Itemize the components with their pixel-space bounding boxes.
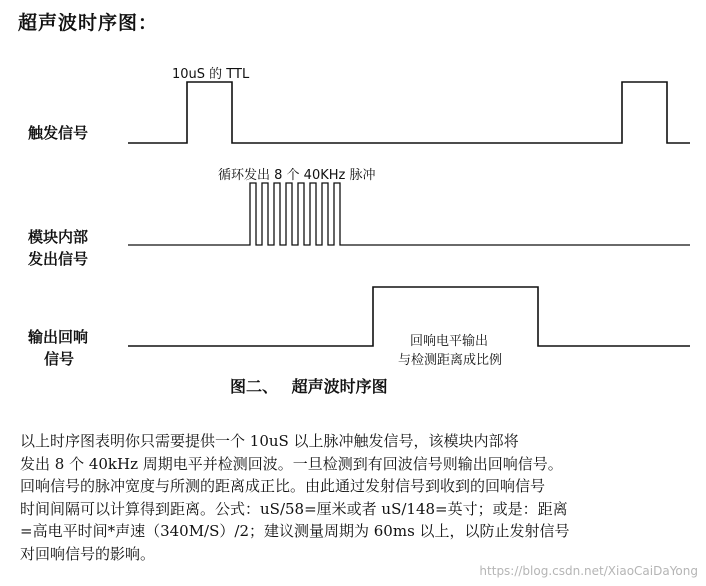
paragraph-line: 发出 8 个 40kHz 周期电平并检测回波。一旦检测到有回波信号则输出回响信号。 [20, 454, 563, 473]
trigger-label-line: 触发信号 [28, 124, 89, 142]
figure-caption: 图二、 超声波时序图 [230, 377, 388, 396]
module-label-line: 模块内部 [28, 228, 89, 246]
echo-label-line: 信号 [44, 350, 75, 368]
echo-annotation-line-1: 回响电平输出 [410, 334, 489, 349]
watermark: https://blog.csdn.net/XiaoCaiDaYong [479, 564, 698, 578]
module-label-line: 发出信号 [28, 250, 89, 268]
diagram-heading: 超声波时序图： [18, 12, 159, 34]
echo-waveform [128, 287, 690, 346]
trigger-waveform [128, 82, 690, 143]
echo-label-line: 输出回响 [28, 328, 89, 346]
trigger-annotation: 10uS 的 TTL [172, 67, 250, 82]
module-pulse-train-waveform [128, 183, 690, 245]
paragraph-line: 对回响信号的影响。 [20, 544, 156, 563]
paragraph-line: 时间间隔可以计算得到距离。公式：uS/58=厘米或者 uS/148=英寸；或是：距离 [20, 499, 568, 518]
paragraph-line: 回响信号的脉冲宽度与所测的距离成正比。由此通过发射信号到收到的回响信号 [20, 477, 546, 495]
paragraph-line: 以上时序图表明你只需要提供一个 10uS 以上脉冲触发信号，该模块内部将 [20, 432, 519, 450]
description-paragraph [20, 430, 700, 565]
paragraph-line: =高电平时间*声速（340M/S）/2；建议测量周期为 60ms 以上，以防止发射信号 [20, 522, 570, 540]
echo-annotation-line-2: 与检测距离成比例 [398, 353, 503, 368]
module-annotation: 循环发出 8 个 40KHz 脉冲 [218, 168, 376, 183]
